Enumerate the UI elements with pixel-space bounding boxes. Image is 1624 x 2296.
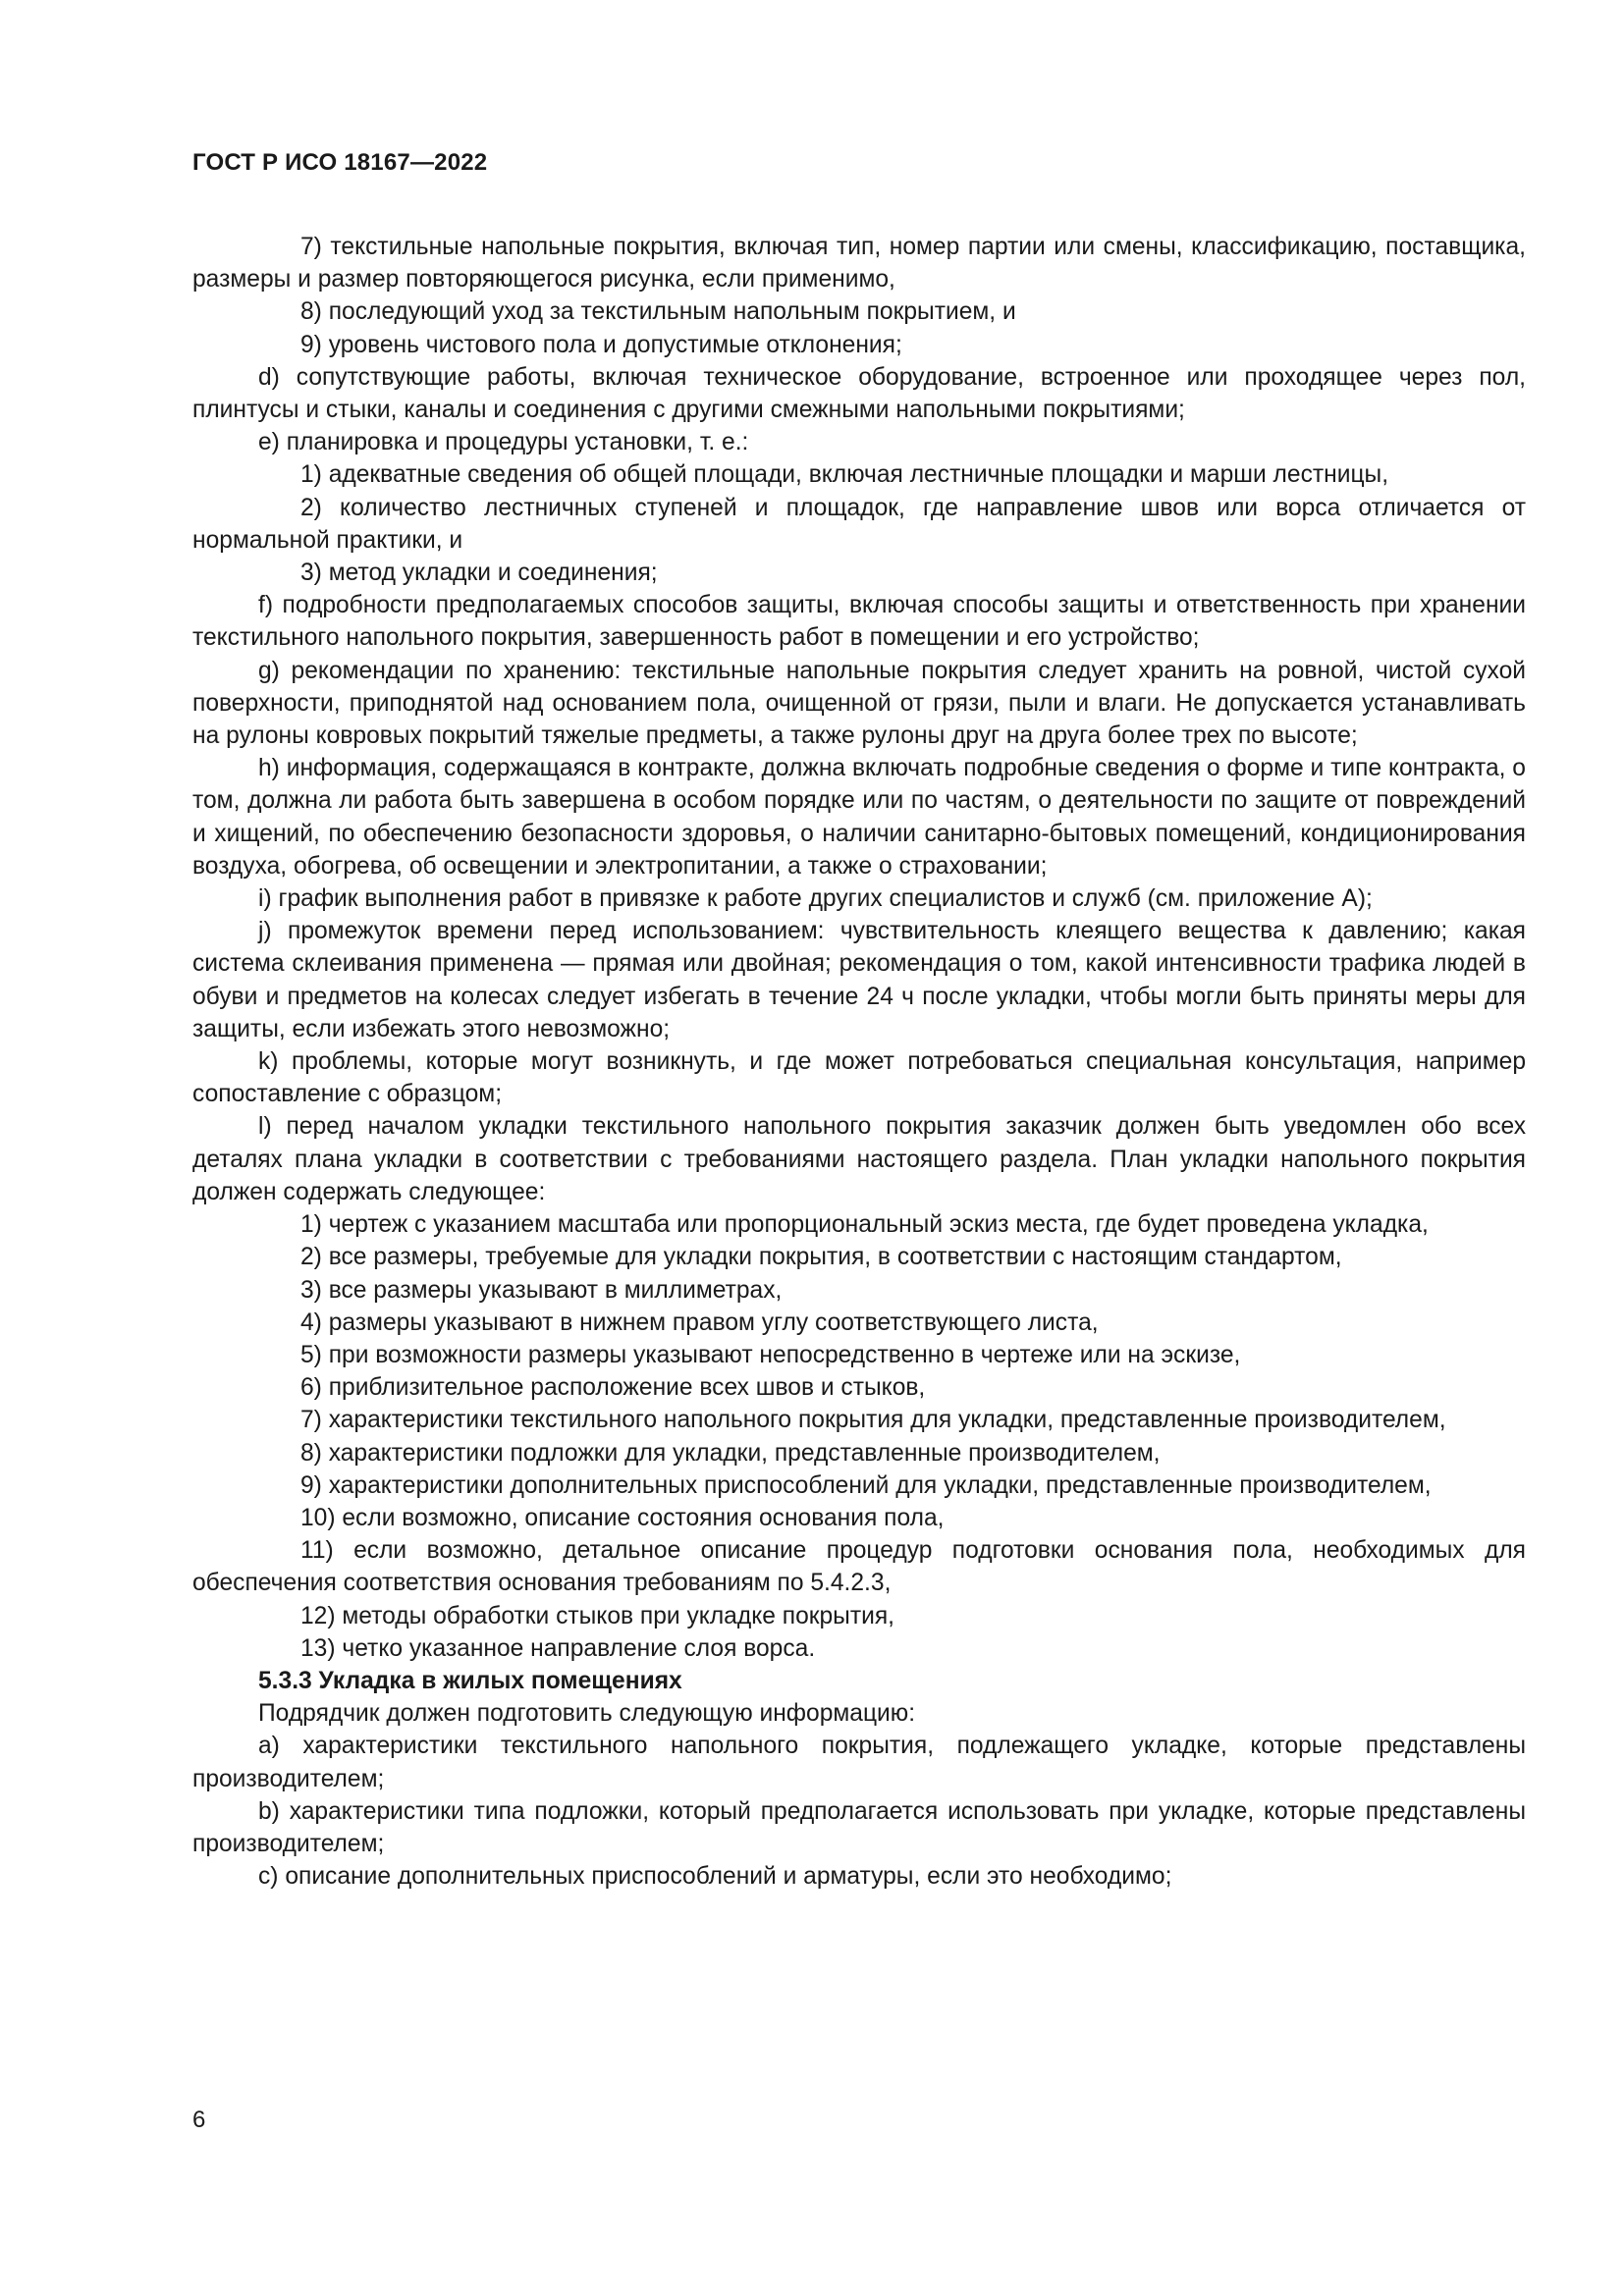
paragraph: 6) приблизительное расположение всех швов и стыков, bbox=[300, 1374, 926, 1402]
paragraph: c) описание дополнительных приспособлений и арматуры, если это необходимо; bbox=[258, 1863, 1172, 1891]
paragraph: 13) четко указанное направление слоя ворса. bbox=[300, 1634, 816, 1662]
paragraph: g) рекомендации по хранению: текстильные напольные покрытия следует хранить на ровной, чистой сухой поверхности, приподнятой над основанием пола, очищенной от грязи, пыли и влаги. Не допускается устанавливать на рулоны ковровых покрытий тяжелые предметы, а также рулоны друг на друга более трех по высоте; bbox=[192, 657, 1526, 750]
paragraph: 9) уровень чистового пола и допустимые отклонения; bbox=[300, 331, 902, 358]
paragraph: 5) при возможности размеры указывают непосредственно в чертеже или на эскизе, bbox=[300, 1341, 1241, 1368]
paragraph: 9) характеристики дополнительных приспособлений для укладки, представленные производителем, bbox=[300, 1471, 1432, 1499]
paragraph: 8) последующий уход за текстильным напольным покрытием, и bbox=[300, 298, 1016, 326]
document-header-title: ГОСТ Р ИСО 18167—2022 bbox=[192, 149, 488, 176]
paragraph: 4) размеры указывают в нижнем правом углу соответствующего листа, bbox=[300, 1308, 1099, 1336]
paragraph: 10) если возможно, описание состояния основания пола, bbox=[300, 1504, 945, 1531]
paragraph: b) характеристики типа подложки, который предполагается использовать при укладке, которые представлены производителем; bbox=[192, 1797, 1526, 1857]
page-number: 6 bbox=[192, 2107, 206, 2133]
paragraph: 1) адекватные сведения об общей площади, включая лестничные площадки и марши лестницы, bbox=[300, 461, 1389, 489]
paragraph: i) график выполнения работ в привязке к работе других специалистов и служб (см. приложение А); bbox=[258, 885, 1373, 913]
paragraph: Подрядчик должен подготовить следующую информацию: bbox=[258, 1700, 916, 1728]
paragraph: 1) чертеж с указанием масштаба или пропорциональный эскиз места, где будет проведена укладка, bbox=[300, 1211, 1429, 1239]
paragraph: f) подробности предполагаемых способов защиты, включая способы защиты и ответственность при хранении текстильного напольного покрытия, завершенность работ в помещении и его устройство; bbox=[192, 592, 1526, 652]
paragraph: e) планировка и процедуры установки, т. е.: bbox=[258, 429, 749, 456]
paragraph: a) характеристики текстильного напольного покрытия, подлежащего укладке, которые представлены производителем; bbox=[192, 1733, 1526, 1792]
paragraph: d) сопутствующие работы, включая техническое оборудование, встроенное или проходящее через пол, плинтусы и стыки, каналы и соединения с другими смежными напольными покрытиями; bbox=[192, 363, 1526, 424]
paragraph: 3) все размеры указывают в миллиметрах, bbox=[300, 1276, 783, 1304]
paragraph: 3) метод укладки и соединения; bbox=[300, 560, 658, 587]
paragraph: 2) все размеры, требуемые для укладки покрытия, в соответствии с настоящим стандартом, bbox=[300, 1244, 1342, 1271]
paragraph: 2) количество лестничных ступеней и площадок, где направление швов или ворса отличается от нормальной практики, и bbox=[192, 494, 1526, 554]
paragraph: 12) методы обработки стыков при укладке покрытия, bbox=[300, 1602, 895, 1629]
paragraph: j) промежуток времени перед использованием: чувствительность клеящего вещества к давлению; какая система склеивания применена — прямая или двойная; рекомендация о том, какой интенсивности трафика людей в обуви и предметов на колесах следует избегать в течение 24 ч после укладки, чтобы могли быть приняты меры для защиты, если избежать этого невозможно; bbox=[192, 918, 1526, 1042]
paragraph: k) проблемы, которые могут возникнуть, и где может потребоваться специальная консультация, например сопоставление с образцом; bbox=[192, 1048, 1526, 1108]
paragraph: 11) если возможно, детальное описание процедур подготовки основания пола, необходимых для обеспечения соответствия основания требованиям по 5.4.2.3, bbox=[192, 1537, 1526, 1597]
paragraph: 7) текстильные напольные покрытия, включая тип, номер партии или смены, классификацию, поставщика, размеры и размер повторяющегося рисунка, если применимо, bbox=[192, 234, 1526, 294]
paragraph: 7) характеристики текстильного напольного покрытия для укладки, представленные производителем, bbox=[300, 1407, 1446, 1434]
document-body bbox=[192, 231, 1526, 1893]
paragraph: 8) характеристики подложки для укладки, представленные производителем, bbox=[300, 1439, 1161, 1467]
paragraph: h) информация, содержащаяся в контракте, должна включать подробные сведения о форме и типе контракта, о том, должна ли работа быть завершена в особом порядке или по частям, о деятельности по защите от повреждений и хищений, по обеспечению безопасности здоровья, о наличии санитарно-бытовых помещений, кондиционирования воздуха, обогрева, об освещении и электропитании, а также о страховании; bbox=[192, 755, 1526, 880]
section-heading: 5.3.3 Укладка в жилых помещениях bbox=[258, 1667, 682, 1694]
paragraph: l) перед началом укладки текстильного напольного покрытия заказчик должен быть уведомлен обо всех деталях плана укладки в соответствии с требованиями настоящего раздела. План укладки напольного покрытия должен содержать следующее: bbox=[192, 1113, 1526, 1205]
